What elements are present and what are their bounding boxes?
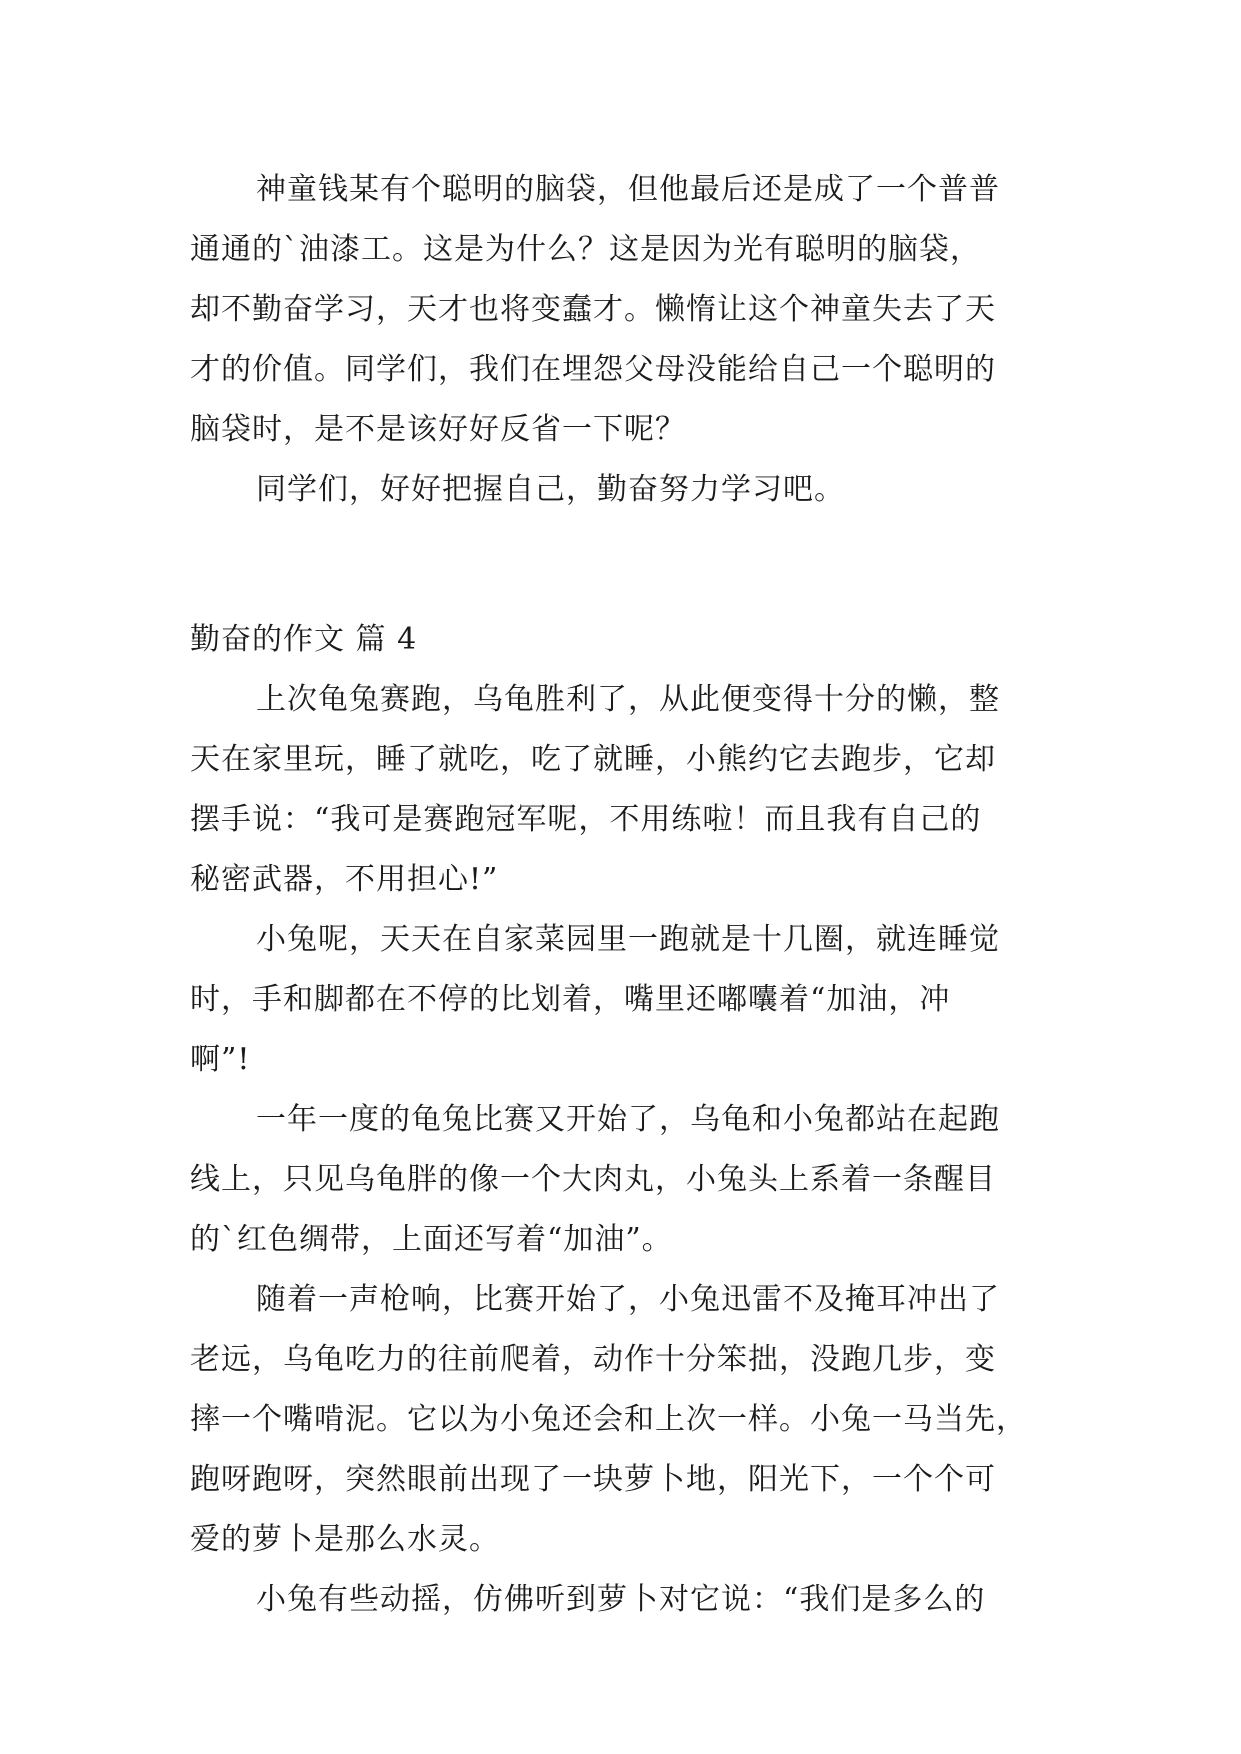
text-line: 小兔有些动摇，仿佛听到萝卜对它说：“我们是多么的	[256, 1582, 986, 1617]
text-line: 才的价值。同学们，我们在埋怨父母没能给自己一个聪明的	[190, 352, 996, 387]
text-line: 脑袋时，是不是该好好反省一下呢？	[190, 412, 686, 447]
text-line: 爱的萝卜是那么水灵。	[190, 1522, 500, 1557]
text-line: 摆手说：“我可是赛跑冠军呢，不用练啦！而且我有自己的	[190, 802, 982, 837]
document-page	[190, 160, 1050, 1630]
text-line: 同学们，好好把握自己，勤奋努力学习吧。	[256, 472, 845, 507]
text-line: 天在家里玩，睡了就吃，吃了就睡，小熊约它去跑步，它却	[190, 742, 996, 777]
paragraph	[190, 910, 1050, 1090]
text-line: 跑呀跑呀，突然眼前出现了一块萝卜地，阳光下，一个个可	[190, 1462, 996, 1497]
text-line: 时，手和脚都在不停的比划着，嘴里还嘟囔着“加油，冲	[190, 982, 951, 1017]
text-line: 一年一度的龟兔比赛又开始了，乌龟和小兔都站在起跑	[256, 1102, 1000, 1137]
text-line: 的`红色绸带，上面还写着“加油”。	[190, 1222, 673, 1257]
text-line: 却不勤奋学习，天才也将变蠢才。懒惰让这个神童失去了天	[190, 292, 996, 327]
text-line: 随着一声枪响，比赛开始了，小兔迅雷不及掩耳冲出了	[256, 1282, 1000, 1317]
text-line: 摔一个嘴啃泥。它以为小兔还会和上次一样。小兔一马当先，	[190, 1402, 1027, 1437]
paragraph	[190, 460, 1050, 520]
text-line: 神童钱某有个聪明的脑袋，但他最后还是成了一个普普	[256, 172, 1000, 207]
text-line: 秘密武器，不用担心!”	[190, 862, 499, 897]
text-line: 上次龟兔赛跑，乌龟胜利了，从此便变得十分的懒，整	[256, 682, 1000, 717]
paragraph	[190, 160, 1050, 460]
text-line: 老远，乌龟吃力的往前爬着，动作十分笨拙，没跑几步，变	[190, 1342, 996, 1377]
text-line: 线上，只见乌龟胖的像一个大肉丸，小兔头上系着一条醒目	[190, 1162, 996, 1197]
paragraph	[190, 1090, 1050, 1270]
paragraph	[190, 1570, 1050, 1630]
paragraph	[190, 1270, 1050, 1570]
section-heading: 勤奋的作文 篇 4	[190, 622, 418, 657]
paragraph	[190, 670, 1050, 910]
text-line: 小兔呢，天天在自家菜园里一跑就是十几圈，就连睡觉	[256, 922, 1000, 957]
section-gap	[190, 520, 1050, 610]
text-line: 啊”!	[190, 1042, 251, 1077]
text-line: 通通的`油漆工。这是为什么？这是因为光有聪明的脑袋，	[190, 232, 981, 267]
